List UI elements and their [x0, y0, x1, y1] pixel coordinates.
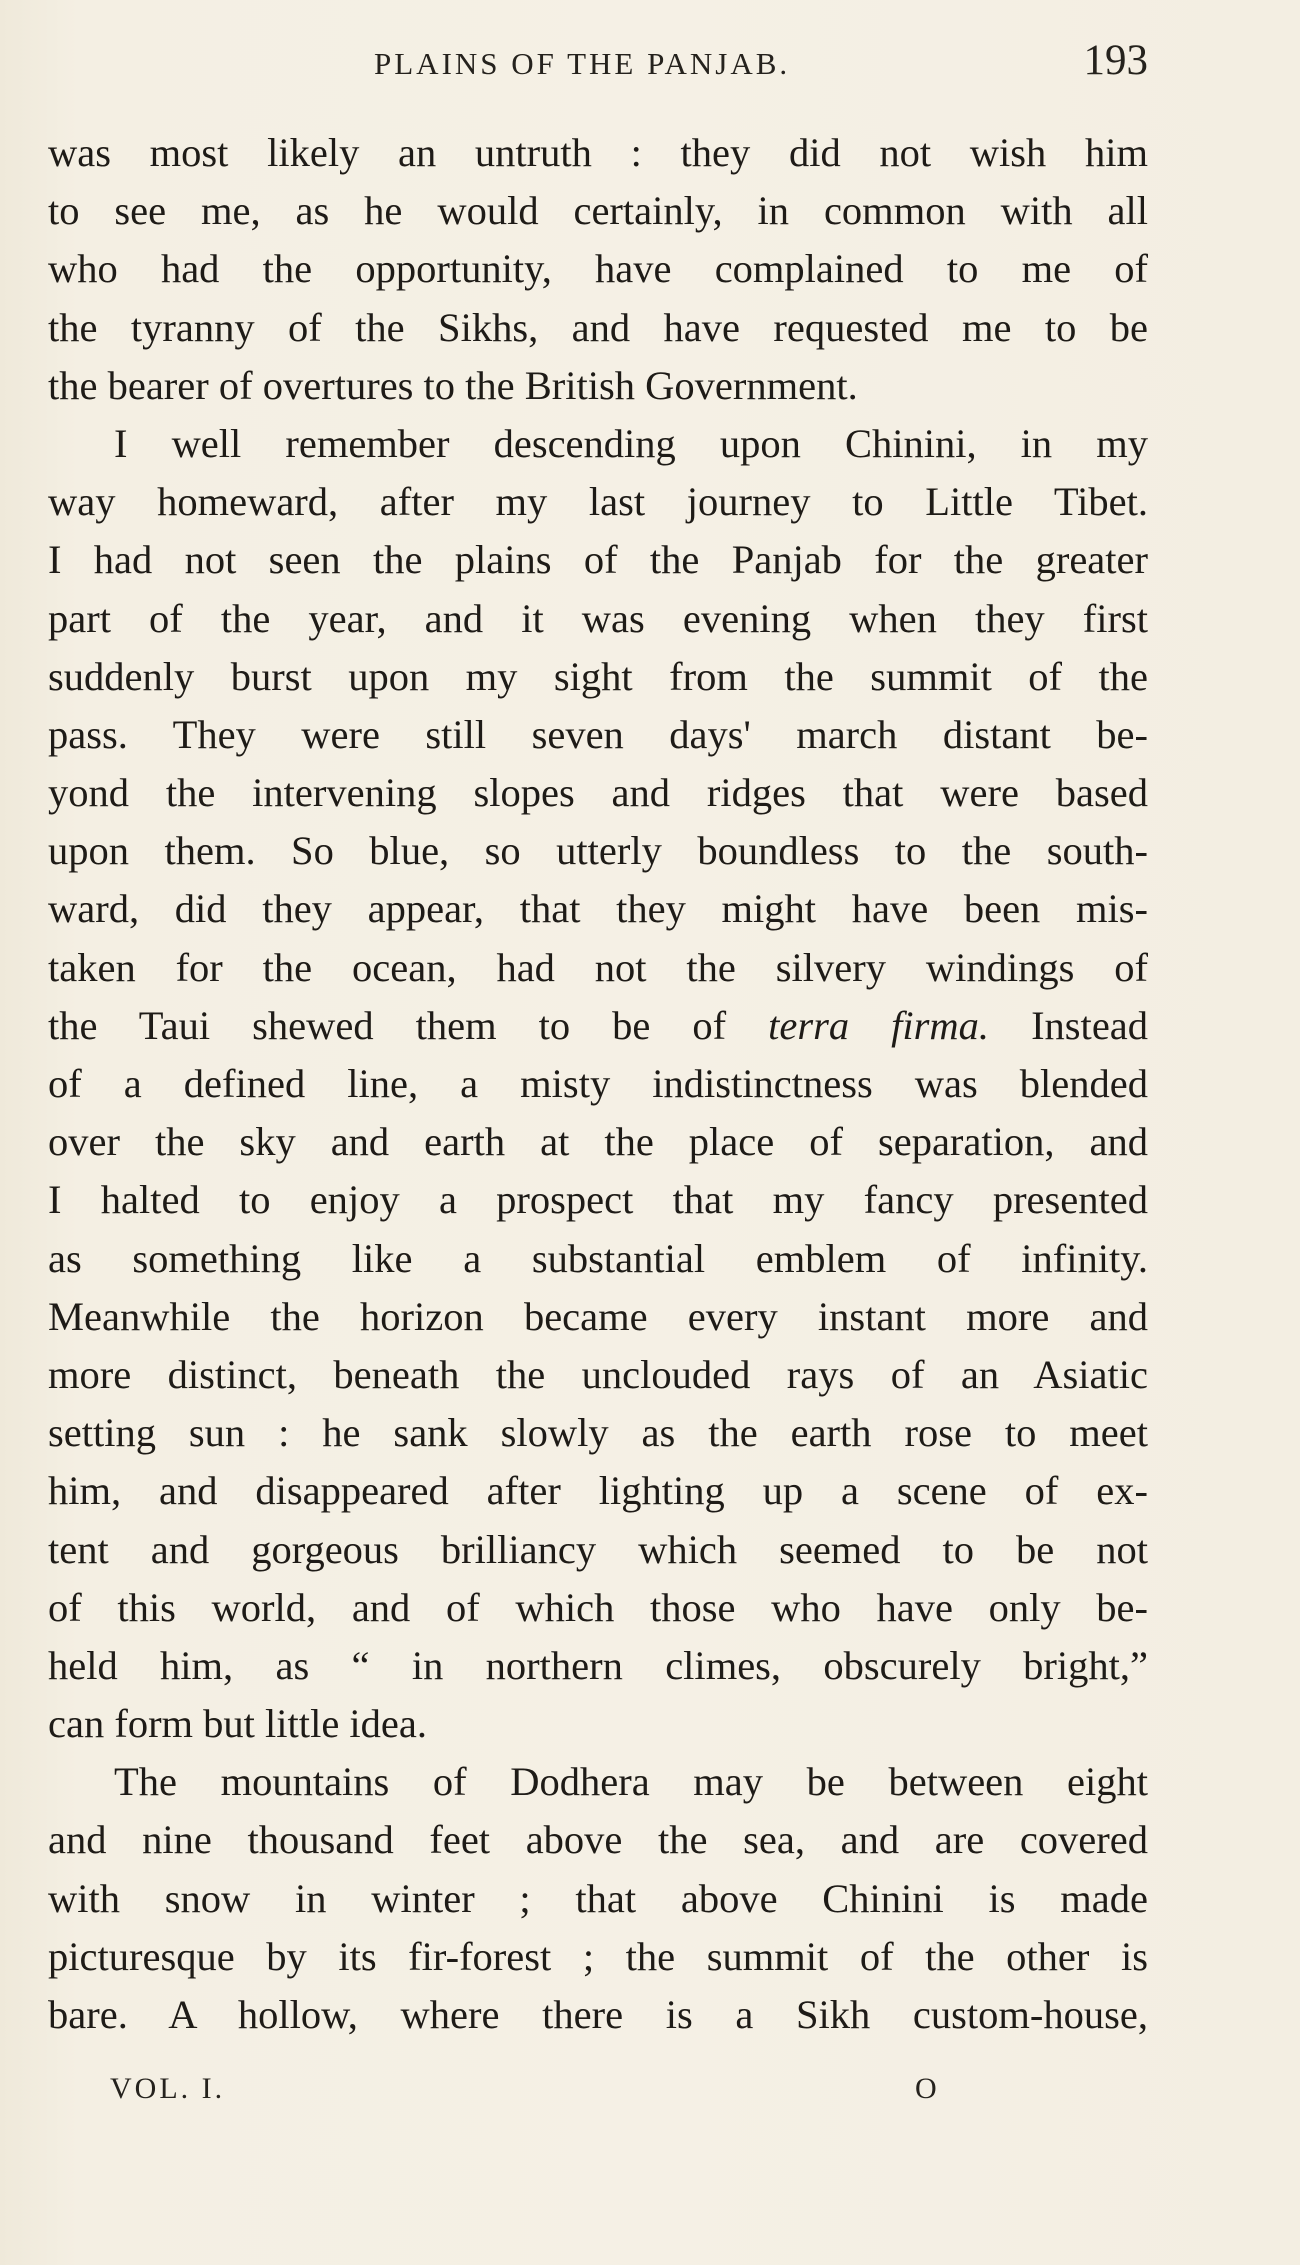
text-line: as something like a substantial emblem of infinity. — [48, 1235, 1148, 1281]
text-line: of this world, and of which those who have only be- — [48, 1584, 1148, 1630]
text-line: can form but little idea. — [48, 1701, 427, 1747]
running-head — [48, 36, 1148, 92]
text-line: setting sun : he sank slowly as the earth rose to meet — [48, 1410, 1148, 1456]
text-line-tail: Instead — [1031, 1002, 1149, 1048]
italic-phrase: terra firma. — [768, 1002, 990, 1048]
text-line: way homeward, after my last journey to Little Tibet. — [48, 479, 1148, 525]
page-number: 193 — [1083, 37, 1148, 84]
body-text — [48, 124, 1148, 2044]
text-line: the tyranny of the Sikhs, and have requested me to be — [48, 304, 1148, 350]
page-footer — [60, 2072, 1100, 2122]
paragraph-start-line: I well remember descending upon Chinini, in my — [114, 420, 1148, 466]
text-line: part of the year, and it was evening when they first — [48, 595, 1148, 641]
text-line-with-italic — [48, 997, 1148, 1055]
text-line: was most likely an untruth : they did not wish him — [48, 130, 1148, 175]
text-line: ward, did they appear, that they might have been mis- — [48, 886, 1148, 932]
text-line: I halted to enjoy a prospect that my fancy presented — [48, 1177, 1148, 1223]
text-line: the bearer of overtures to the British Government. — [48, 362, 858, 408]
text-line: pass. They were still seven days' march distant be- — [48, 711, 1148, 757]
text-line: picturesque by its fir-forest ; the summit of the other is — [48, 1933, 1148, 1979]
text-line: tent and gorgeous brilliancy which seemed to be not — [48, 1526, 1148, 1572]
text-line-lead: the Taui shewed them to be of — [48, 1002, 727, 1048]
text-line: I had not seen the plains of the Panjab for the greater — [48, 537, 1148, 583]
text-line: over the sky and earth at the place of separation, and — [48, 1119, 1148, 1165]
text-line: bare. A hollow, where there is a Sikh custom-house, — [48, 1992, 1148, 2037]
text-line: and nine thousand feet above the sea, and are covered — [48, 1817, 1148, 1863]
text-line: Meanwhile the horizon became every instant more and — [48, 1293, 1148, 1339]
text-line: suddenly burst upon my sight from the summit of the — [48, 653, 1148, 699]
signature-mark: O — [915, 2072, 937, 2105]
text-line: more distinct, beneath the unclouded rays of an Asiatic — [48, 1351, 1148, 1397]
text-line: to see me, as he would certainly, in common with all — [48, 188, 1148, 234]
text-line: who had the opportunity, have complained to me of — [48, 246, 1148, 292]
text-line: of a defined line, a misty indistinctness was blended — [48, 1061, 1148, 1106]
paragraph-start-line: The mountains of Dodhera may be between eight — [114, 1759, 1148, 1805]
text-line: with snow in winter ; that above Chinini is made — [48, 1875, 1148, 1921]
running-title: PLAINS OF THE PANJAB. — [374, 46, 791, 81]
text-line: held him, as “ in northern climes, obscurely bright,” — [48, 1642, 1148, 1688]
text-line: him, and disappeared after lighting up a scene of ex- — [48, 1468, 1148, 1514]
text-line: yond the intervening slopes and ridges that were based — [48, 770, 1148, 816]
text-line: taken for the ocean, had not the silvery windings of — [48, 944, 1148, 990]
volume-mark: VOL. I. — [110, 2072, 226, 2105]
text-line: upon them. So blue, so utterly boundless to the south- — [48, 828, 1148, 874]
